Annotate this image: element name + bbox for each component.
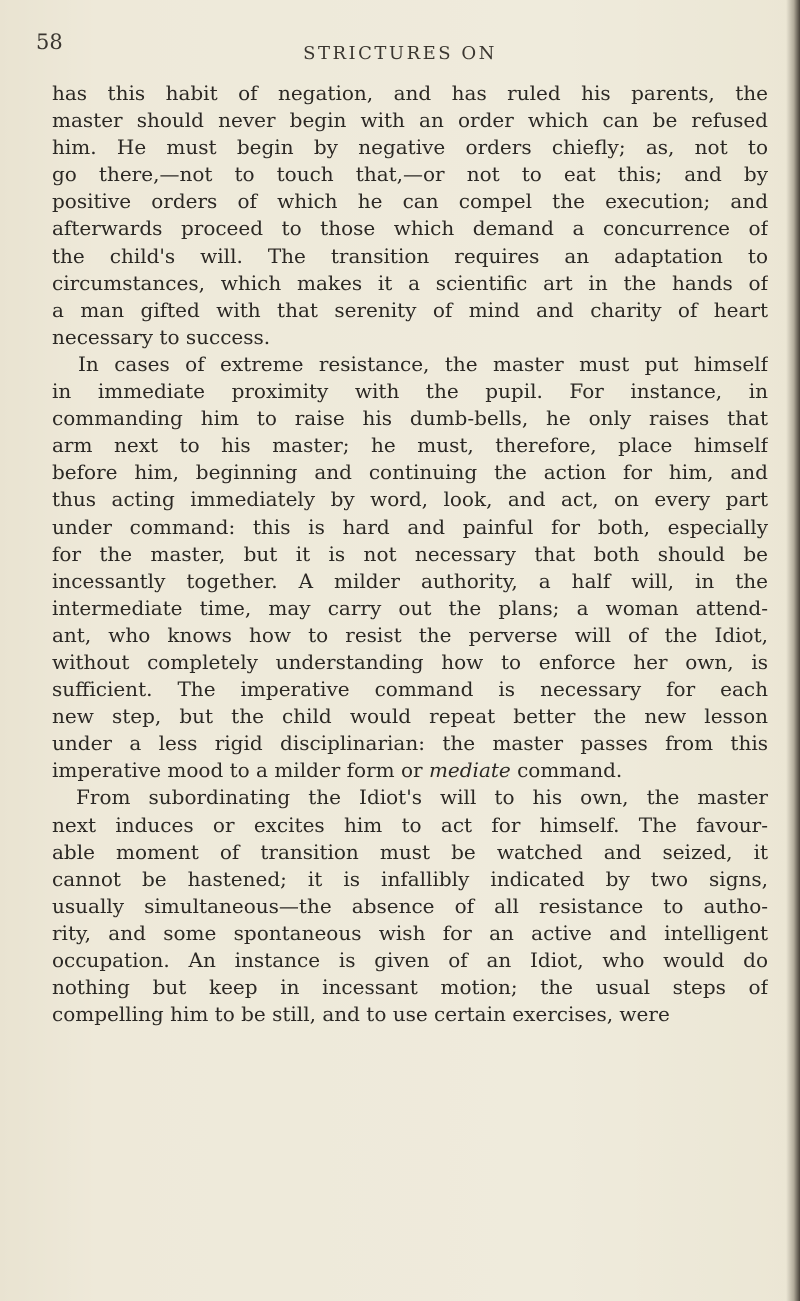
paragraph-start-line: In cases of extreme resistance, the master must put himself — [78, 351, 768, 376]
text-line: him. He must begin by negative orders chiefly; as, not to — [52, 135, 768, 160]
text-line: a man gifted with that serenity of mind and charity of heart — [52, 297, 768, 322]
text-line: master should never begin with an order which can be refused — [52, 108, 768, 133]
text-line: afterwards proceed to those which demand a concurrence of — [52, 216, 768, 241]
text-line: arm next to his master; he must, therefore, place himself — [52, 433, 768, 458]
text-line: rity, and some spontaneous wish for an active and intelligent — [52, 920, 768, 945]
text-line: circumstances, which makes it a scientific art in the hands of — [52, 270, 768, 295]
text-line: before him, beginning and continuing the action for him, and — [52, 460, 768, 485]
text-line: incessantly together. A milder authority, a half will, in the — [52, 568, 768, 593]
text-line: necessary to success. — [52, 324, 271, 349]
text-line: positive orders of which he can compel the execution; and — [52, 189, 768, 214]
text-line: for the master, but it is not necessary that both should be — [52, 541, 768, 566]
text-line: thus acting immediately by word, look, and act, on every part — [52, 487, 768, 512]
text-fragment: imperative mood to a milder form or — [52, 758, 423, 783]
running-head: STRICTURES ON — [303, 43, 497, 64]
text-line: under command: this is hard and painful for both, especially — [52, 514, 768, 539]
text-line: occupation. An instance is given of an Idiot, who would do — [52, 948, 768, 972]
page-number: 58 — [36, 30, 63, 54]
text-line-with-italic — [52, 757, 768, 784]
text-line: under a less rigid disciplinarian: the master passes from this — [52, 731, 768, 756]
body-text — [52, 80, 768, 1028]
text-line: new step, but the child would repeat better the new lesson — [52, 704, 768, 729]
text-line: usually simultaneous—the absence of all resistance to autho- — [52, 893, 768, 918]
text-line: ant, who knows how to resist the perverse will of the Idiot, — [52, 622, 768, 647]
text-line: cannot be hastened; it is infallibly indicated by two signs, — [52, 866, 768, 891]
italic-word: mediate — [428, 758, 511, 783]
text-fragment: command. — [517, 758, 623, 783]
text-line: nothing but keep in incessant motion; the usual steps of — [52, 975, 768, 1000]
text-line: without completely understanding how to enforce her own, is — [52, 649, 768, 674]
text-line: in immediate proximity with the pupil. For instance, in — [52, 379, 768, 404]
text-line: commanding him to raise his dumb-bells, he only raises that — [52, 406, 768, 431]
text-line: compelling him to be still, and to use certain exercises, were — [52, 1002, 670, 1027]
text-line: has this habit of negation, and has ruled his parents, the — [52, 81, 768, 105]
text-line: intermediate time, may carry out the plans; a woman attend- — [52, 595, 768, 620]
text-line: next induces or excites him to act for himself. The favour- — [52, 812, 768, 837]
text-line: able moment of transition must be watched and seized, it — [52, 839, 768, 864]
text-line: sufficient. The imperative command is necessary for each — [52, 677, 768, 702]
page-edge-shadow — [786, 0, 800, 1301]
text-line: go there,—not to touch that,—or not to eat this; and by — [52, 162, 768, 187]
paragraph-start-line: From subordinating the Idiot's will to his own, the master — [76, 785, 768, 810]
text-line: the child's will. The transition requires an adaptation to — [52, 243, 768, 268]
